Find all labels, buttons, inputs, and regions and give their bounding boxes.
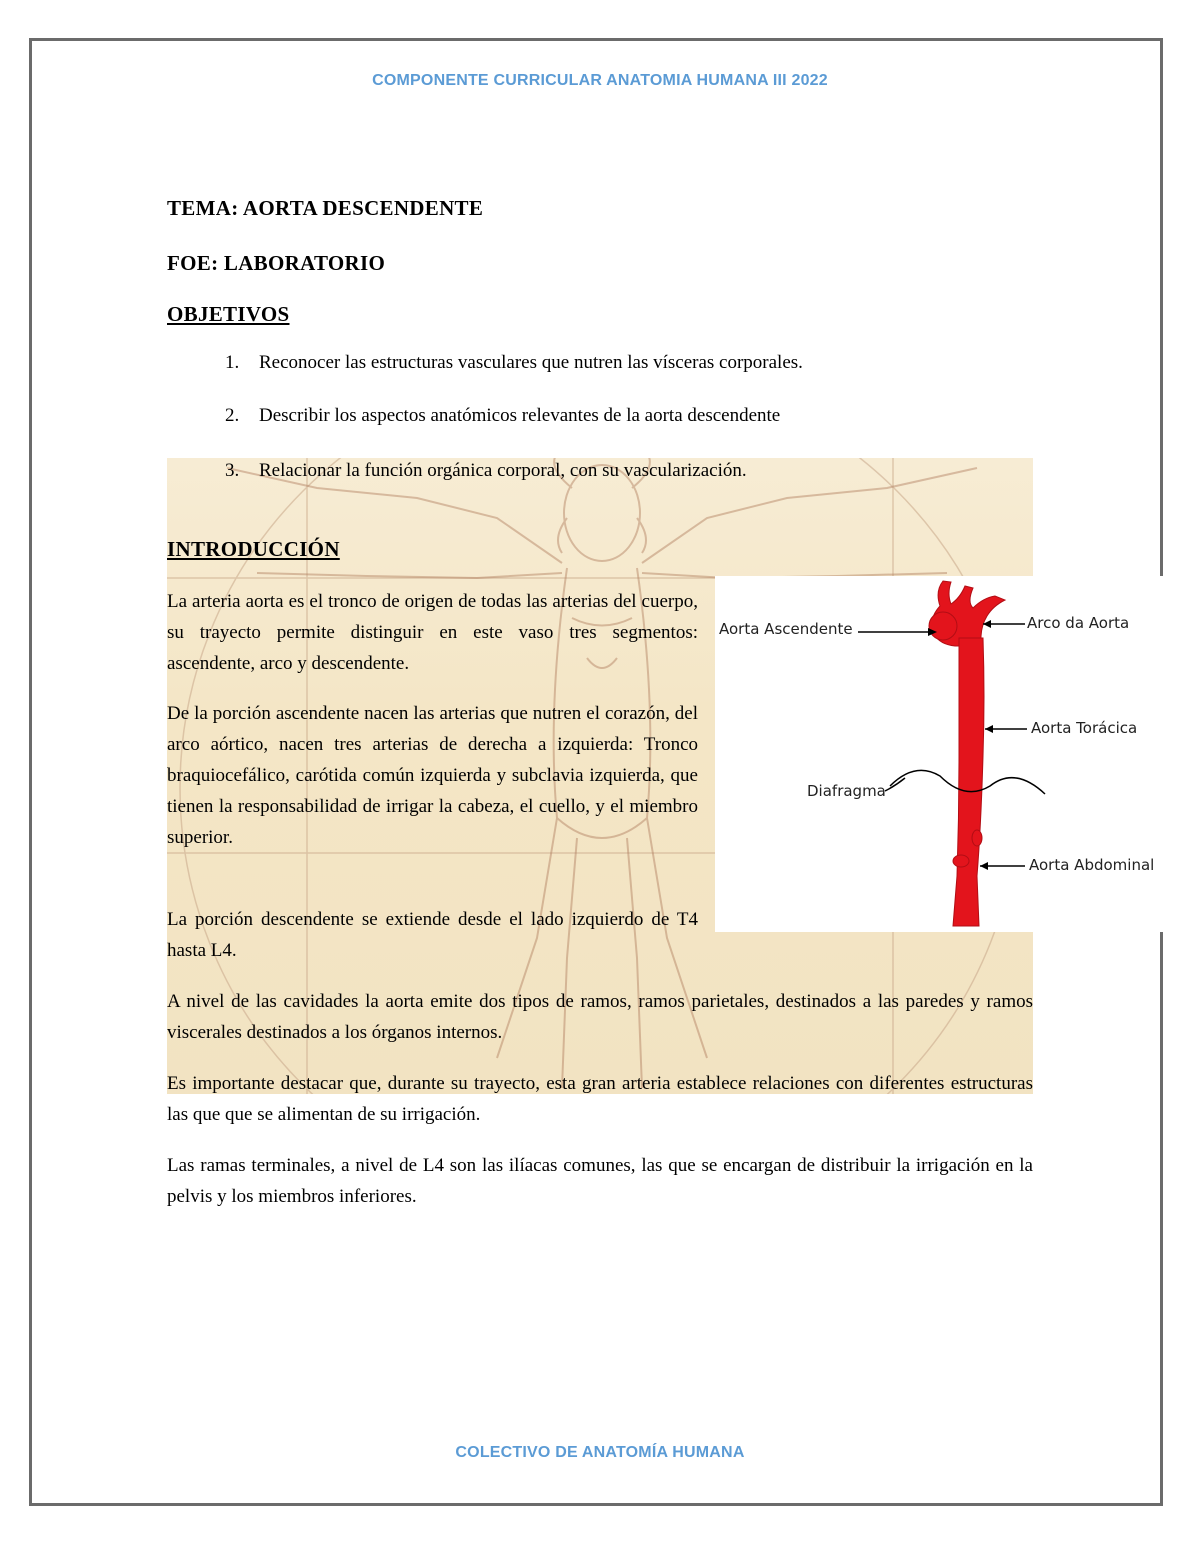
objetivo-text: Reconocer las estructuras vasculares que nutren las vísceras corporales. — [259, 352, 803, 373]
running-header: COMPONENTE CURRICULAR ANATOMIA HUMANA III 2022 — [372, 72, 828, 89]
running-footer: COLECTIVO DE ANATOMÍA HUMANA — [455, 1444, 745, 1461]
objetivo-number: 3. — [225, 460, 240, 481]
objetivo-item — [225, 405, 1025, 427]
label-arco-da-aorta: Arco da Aorta — [1027, 614, 1130, 632]
objetivo-text: Relacionar la función orgánica corporal, con su vascularización. — [259, 460, 747, 481]
objetivo-text: Describir los aspectos anatómicos relevantes de la aorta descendente — [259, 405, 781, 426]
introduccion-heading: INTRODUCCIÓN — [167, 537, 340, 561]
paragraph: A nivel de las cavidades la aorta emite dos tipos de ramos, ramos parietales, destinados a las paredes y ramos viscerales destinados a los órganos internos. — [167, 991, 1033, 1043]
objetivo-item — [225, 352, 1025, 374]
label-diafragma: Diafragma — [807, 782, 886, 800]
label-aorta-abdominal: Aorta Abdominal — [1029, 856, 1155, 874]
label-aorta-toracica: Aorta Torácica — [1031, 719, 1138, 737]
paragraph: La arteria aorta es el tronco de origen de todas las arterias del cuerpo, su trayecto permite distinguir en este vaso tres segmentos: ascendente, arco y descendente. — [167, 591, 698, 674]
objetivo-number: 2. — [225, 405, 240, 426]
paragraph: Es importante destacar que, durante su trayecto, esta gran arteria establece relaciones con diferentes estructuras las que que se alimentan de su irrigación. — [167, 1073, 1033, 1125]
label-aorta-ascendente: Aorta Ascendente — [719, 620, 853, 638]
paragraph: Las ramas terminales, a nivel de L4 son las ilíacas comunes, las que se encargan de distribuir la irrigación en la pelvis y los miembros inferiores. — [167, 1155, 1033, 1207]
paragraph: La porción descendente se extiende desde el lado izquierdo de T4 hasta L4. — [167, 909, 698, 961]
objetivo-number: 1. — [225, 352, 240, 373]
tema-heading: TEMA: AORTA DESCENDENTE — [167, 196, 484, 220]
objetivos-heading: OBJETIVOS — [167, 302, 290, 326]
paragraph: De la porción ascendente nacen las arterias que nutren el corazón, del arco aórtico, nacen tres arterias de derecha a izquierda: Tronco braquiocefálico, carótida común izquierda y subclavia izquierda, que tienen la responsabilidad de irrigar la cabeza, el cuello, y el miembro superior. — [167, 703, 698, 848]
aorta-diagram — [715, 576, 1165, 932]
foe-heading: FOE: LABORATORIO — [167, 251, 386, 275]
objetivo-item — [225, 460, 1025, 482]
